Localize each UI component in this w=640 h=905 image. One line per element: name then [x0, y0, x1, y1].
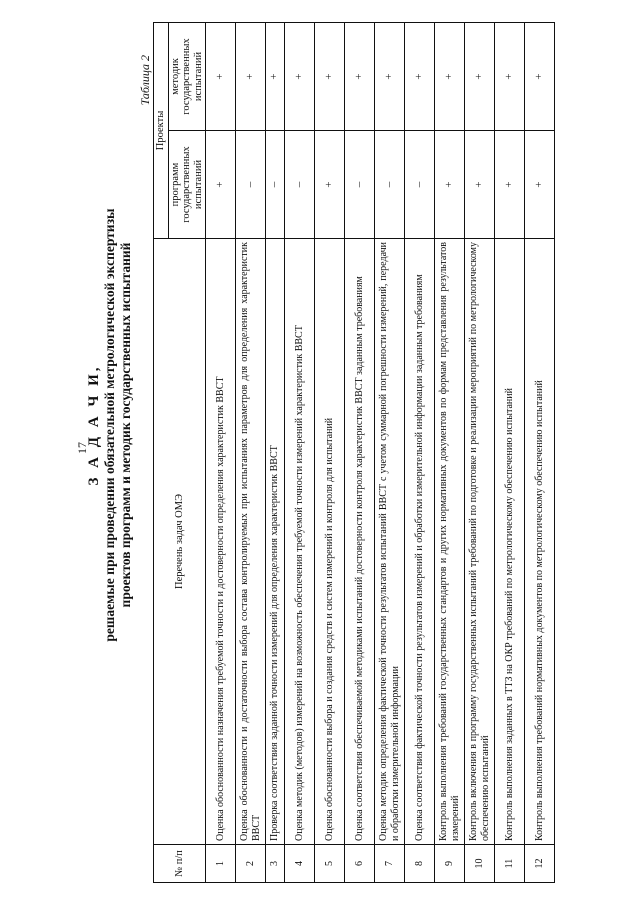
row-methods-mark: +: [525, 22, 555, 130]
row-num: 10: [465, 845, 495, 883]
row-num: 1: [206, 845, 236, 883]
row-methods-mark: +: [345, 22, 375, 130]
row-programs-mark: +: [525, 131, 555, 239]
row-task: Оценка соответствия обеспечиваемой методиками испытаний достоверности контроля характеристик ВВСТ заданным требованиям: [345, 239, 375, 845]
row-methods-mark: +: [435, 22, 465, 130]
title-main: З А Д А Ч И,: [86, 364, 102, 486]
row-num: 3: [266, 845, 285, 883]
row-num: 12: [525, 845, 555, 883]
row-methods-mark: +: [285, 22, 315, 130]
row-programs-mark: –: [345, 131, 375, 239]
row-programs-mark: +: [315, 131, 345, 239]
row-num: 4: [285, 845, 315, 883]
row-methods-mark: +: [405, 22, 435, 130]
row-task: Контроль выполнения заданных в ТТЗ на ОКР требований по метрологическому обеспечению испытаний: [495, 239, 525, 845]
row-programs-mark: –: [375, 131, 405, 239]
row-methods-mark: +: [206, 22, 236, 130]
header-programs: программ государственных испытаний: [168, 131, 206, 239]
row-num: 7: [375, 845, 405, 883]
row-num: 2: [236, 845, 266, 883]
row-task: Проверка соответствия заданной точности измерений для определения характеристик ВВСТ: [266, 239, 285, 845]
header-methods: методик государственных испытаний: [168, 22, 206, 130]
row-num: 6: [345, 845, 375, 883]
row-programs-mark: +: [435, 131, 465, 239]
row-num: 9: [435, 845, 465, 883]
row-num: 5: [315, 845, 345, 883]
header-num: № п/п: [154, 845, 206, 883]
row-programs-mark: +: [206, 131, 236, 239]
row-num: 8: [405, 845, 435, 883]
row-task: Контроль включения в программу государственных испытаний требований по подготовке и реализации мероприятий по метрологическому обеспечению испытаний: [465, 239, 495, 845]
page-number: 17: [75, 442, 89, 454]
row-task: Контроль выполнения требований государственных стандартов и других нормативных документов по формам представления результатов измерений: [435, 239, 465, 845]
title-line-1: решаемые при проведении обязательной метрологической экспертизы: [102, 208, 117, 642]
row-task: Оценка методик (методов) измерений на возможность обеспечения требуемой точности измерений характеристик ВВСТ: [285, 239, 315, 845]
row-programs-mark: –: [266, 131, 285, 239]
row-methods-mark: +: [266, 22, 285, 130]
row-task: Оценка обоснованности назначения требуемой точности и достоверности определения характеристик ВВСТ: [206, 239, 236, 845]
title-block: [86, 125, 134, 725]
row-programs-mark: –: [405, 131, 435, 239]
row-methods-mark: +: [495, 22, 525, 130]
row-methods-mark: +: [375, 22, 405, 130]
row-task: Оценка обоснованности выбора и создания средств и систем измерений и контроля для испытаний: [315, 239, 345, 845]
tasks-table: [153, 22, 555, 883]
header-projects: Проекты: [154, 22, 169, 238]
row-methods-mark: +: [315, 22, 345, 130]
row-task: Оценка методик определения фактической точности результатов испытаний ВВСТ с учетом суммарной погрешности измерений, передачи и обработки измерительной информации: [375, 239, 405, 845]
row-num: 11: [495, 845, 525, 883]
row-programs-mark: +: [465, 131, 495, 239]
row-methods-mark: +: [236, 22, 266, 130]
row-task: Оценка соответствия фактической точности результатов измерений и обработки измерительной информации заданным требованиям: [405, 239, 435, 845]
row-task: Контроль выполнения требований нормативных документов по метрологическому обеспечению испытаний: [525, 239, 555, 845]
row-programs-mark: –: [236, 131, 266, 239]
row-methods-mark: +: [465, 22, 495, 130]
row-task: Оценка обоснованности и достаточности выбора состава контролируемых при испытаниях параметров для определения характеристик ВВСТ: [236, 239, 266, 845]
title-line-2: проектов программ и методик государственных испытаний: [118, 242, 133, 608]
header-task: Перечень задач ОМЭ: [154, 239, 206, 845]
row-programs-mark: +: [495, 131, 525, 239]
table-label: Таблица 2: [138, 55, 152, 106]
row-programs-mark: –: [285, 131, 315, 239]
